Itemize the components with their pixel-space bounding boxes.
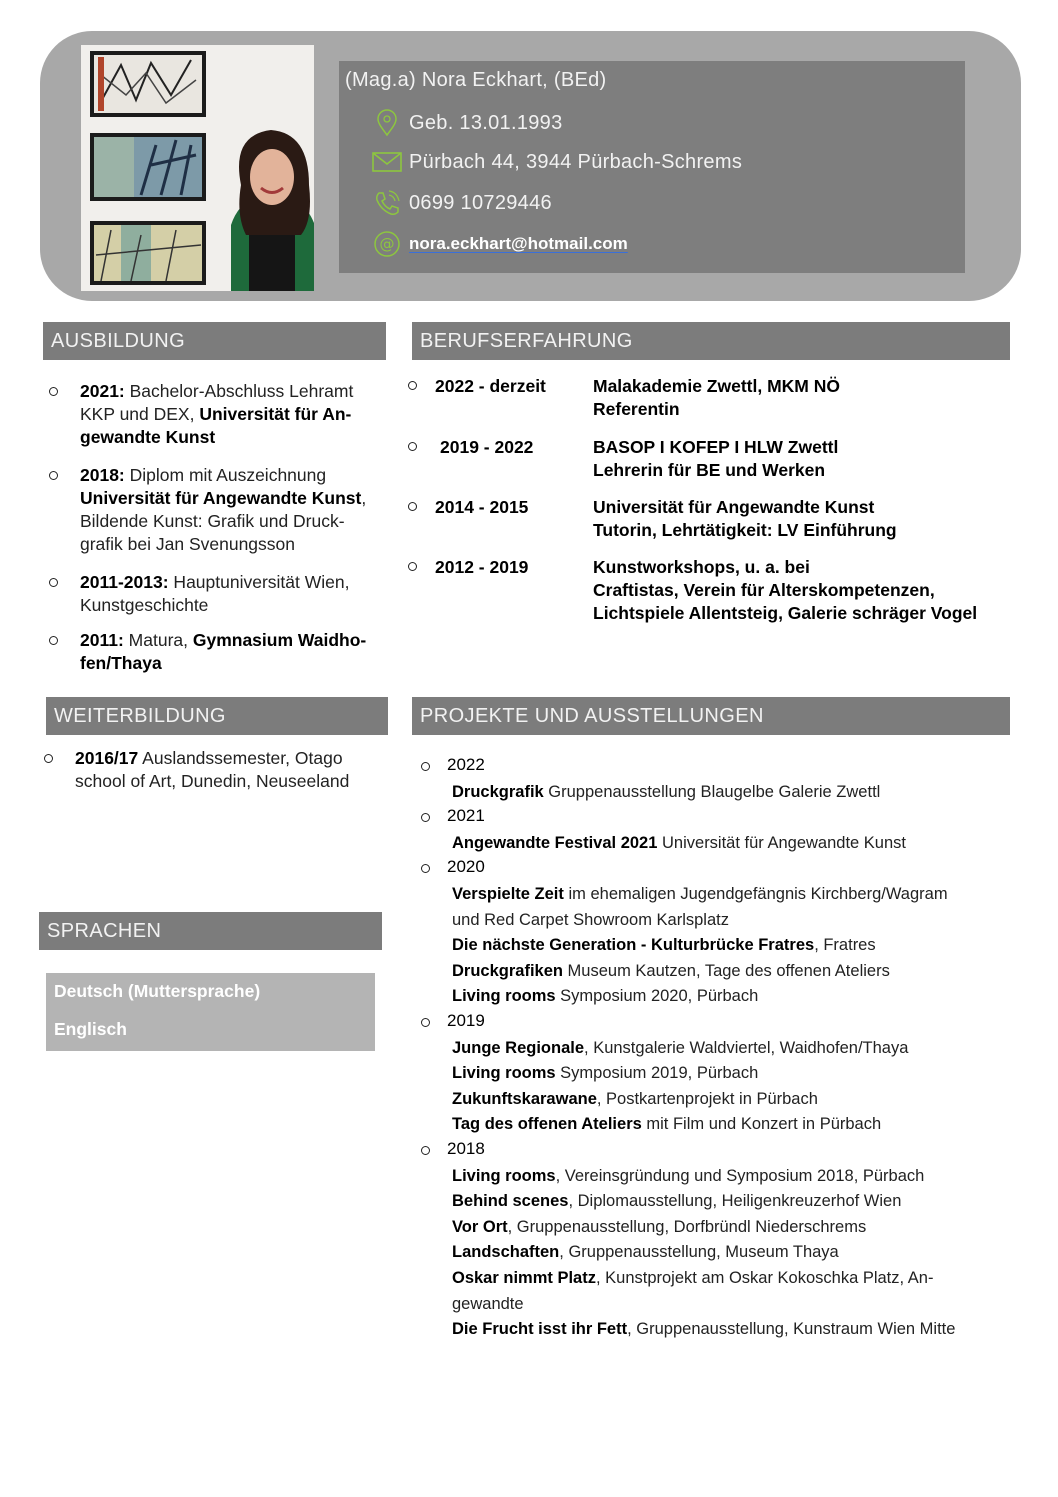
bullet [421,1146,430,1155]
education-item-2021: 2021: Bachelor-Abschluss Lehramt KKP und DEX, Universität für An- gewandte Kunst [80,381,354,447]
project-entry: Die nächste Generation - Kulturbrücke Fratres, Fratres [452,936,876,955]
project-entry: und Red Carpet Showroom Karlsplatz [452,910,729,929]
project-year: 2020 [447,857,485,877]
bullet [421,864,430,873]
envelope-icon [371,147,403,177]
bullet [44,754,53,763]
job-details: Kunstworkshops, u. a. bei Craftistas, Verein für Alterskompetenzen, Lichtspiele Allentsteig, Galerie schräger Vogel [593,557,978,623]
bullet [421,1018,430,1027]
project-year: 2018 [447,1139,485,1158]
languages-box [46,973,375,1051]
language-item: Englisch [54,1019,127,1039]
project-entry: Druckgrafiken Museum Kautzen, Tage des offenen Ateliers [452,961,890,980]
project-entry: Verspielte Zeit im ehemaligen Jugendgefängnis Kirchberg/Wagram [452,885,948,903]
project-entry: Living rooms Symposium 2019, Pürbach [452,1064,759,1083]
address-row [371,147,742,177]
job-details: Universität für Angewandte Kunst Tutorin, Lehrtätigkeit: LV Einführung [593,497,897,540]
phone-number: 0699 10729446 [409,191,552,214]
birth-row [371,108,563,138]
project-entry: Living rooms Symposium 2020, Pürbach [452,987,759,1006]
job-period: 2014 - 2015 [435,497,529,517]
project-entry: Oskar nimmt Platz, Kunstprojekt am Oskar Kokoschka Platz, An- [452,1269,934,1287]
location-pin-icon [371,108,403,138]
project-entry: Junge Regionale, Kunstgalerie Waldviertel, Waidhofen/Thaya [452,1038,909,1057]
bullet [49,387,58,396]
project-entry: Druckgrafik Gruppenausstellung Blaugelbe Galerie Zwettl [452,782,881,801]
project-entry: Behind scenes, Diplomausstellung, Heiligenkreuzerhof Wien [452,1192,902,1211]
project-entry: Vor Ort, Gruppenausstellung, Dorfbründl Niederschrems [452,1217,867,1236]
section-sprachen-header: SPRACHEN [39,912,382,950]
contact-panel [339,61,965,273]
phone-row [371,188,552,218]
bullet [49,471,58,480]
project-year: 2022 [447,755,485,774]
person-name: (Mag.a) Nora Eckhart, (BEd) [345,69,607,91]
section-berufserfahrung-header: BERUFSERFAHRUNG [412,322,1010,360]
bullet [408,502,417,511]
bullet [408,381,417,390]
job-details: Malakademie Zwettl, MKM NÖ Referentin [593,376,840,419]
education-item-2018: 2018: Diplom mit Auszeichnung Universität für Angewandte Kunst, Bildende Kunst: Grafik und Druck- grafik bei Jan Svenungsson [80,465,367,554]
bullet [49,578,58,587]
project-entry: Landschaften, Gruppenausstellung, Museum Thaya [452,1243,839,1262]
language-item: Deutsch (Muttersprache) [54,981,261,1001]
at-sign-icon [371,229,403,259]
job-period: 2019 - 2022 [440,437,534,457]
profile-photo [81,45,314,291]
project-year: 2021 [447,806,485,826]
bullet [408,442,417,451]
birth-date: Geb. 13.01.1993 [409,111,563,134]
job-details: BASOP I KOFEP I HLW Zwettl Lehrerin für BE und Werken [593,437,839,480]
email-link[interactable]: nora.eckhart@hotmail.com [409,234,628,253]
job-period: 2012 - 2019 [435,557,529,577]
email-row [371,229,628,259]
project-entry: Die Frucht isst ihr Fett, Gruppenausstellung, Kunstraum Wien Mitte [452,1320,956,1339]
project-year: 2019 [447,1011,485,1030]
project-entry: Zukunftskarawane, Postkartenprojekt in Pürbach [452,1089,818,1108]
education-item-2011: 2011: Matura, Gymnasium Waidho- fen/Thaya [80,630,367,673]
bullet [408,562,417,571]
project-entry: Tag des offenen Ateliers mit Film und Konzert in Pürbach [452,1115,882,1134]
section-weiterbildung-header: WEITERBILDUNG [46,697,388,735]
svg-text:@: @ [379,235,395,253]
section-projekte-header: PROJEKTE UND AUSSTELLUNGEN [412,697,1010,735]
education-item-2011-2013: 2011-2013: Hauptuniversität Wien, Kunstgeschichte [80,572,350,615]
project-entry: Living rooms, Vereinsgründung und Symposium 2018, Pürbach [452,1166,925,1185]
job-period: 2022 - derzeit [435,376,546,396]
bullet [421,813,430,822]
address: Pürbach 44, 3944 Pürbach-Schrems [409,150,743,173]
project-entry: gewandte [452,1294,524,1313]
bullet [49,636,58,645]
phone-icon [371,188,403,218]
section-ausbildung-header: AUSBILDUNG [43,322,386,360]
further-education-item: 2016/17 Auslandssemester, Otago school of Art, Dunedin, Neuseeland [75,748,350,791]
bullet [421,762,430,771]
project-entry: Angewandte Festival 2021 Universität für Angewandte Kunst [452,833,906,852]
